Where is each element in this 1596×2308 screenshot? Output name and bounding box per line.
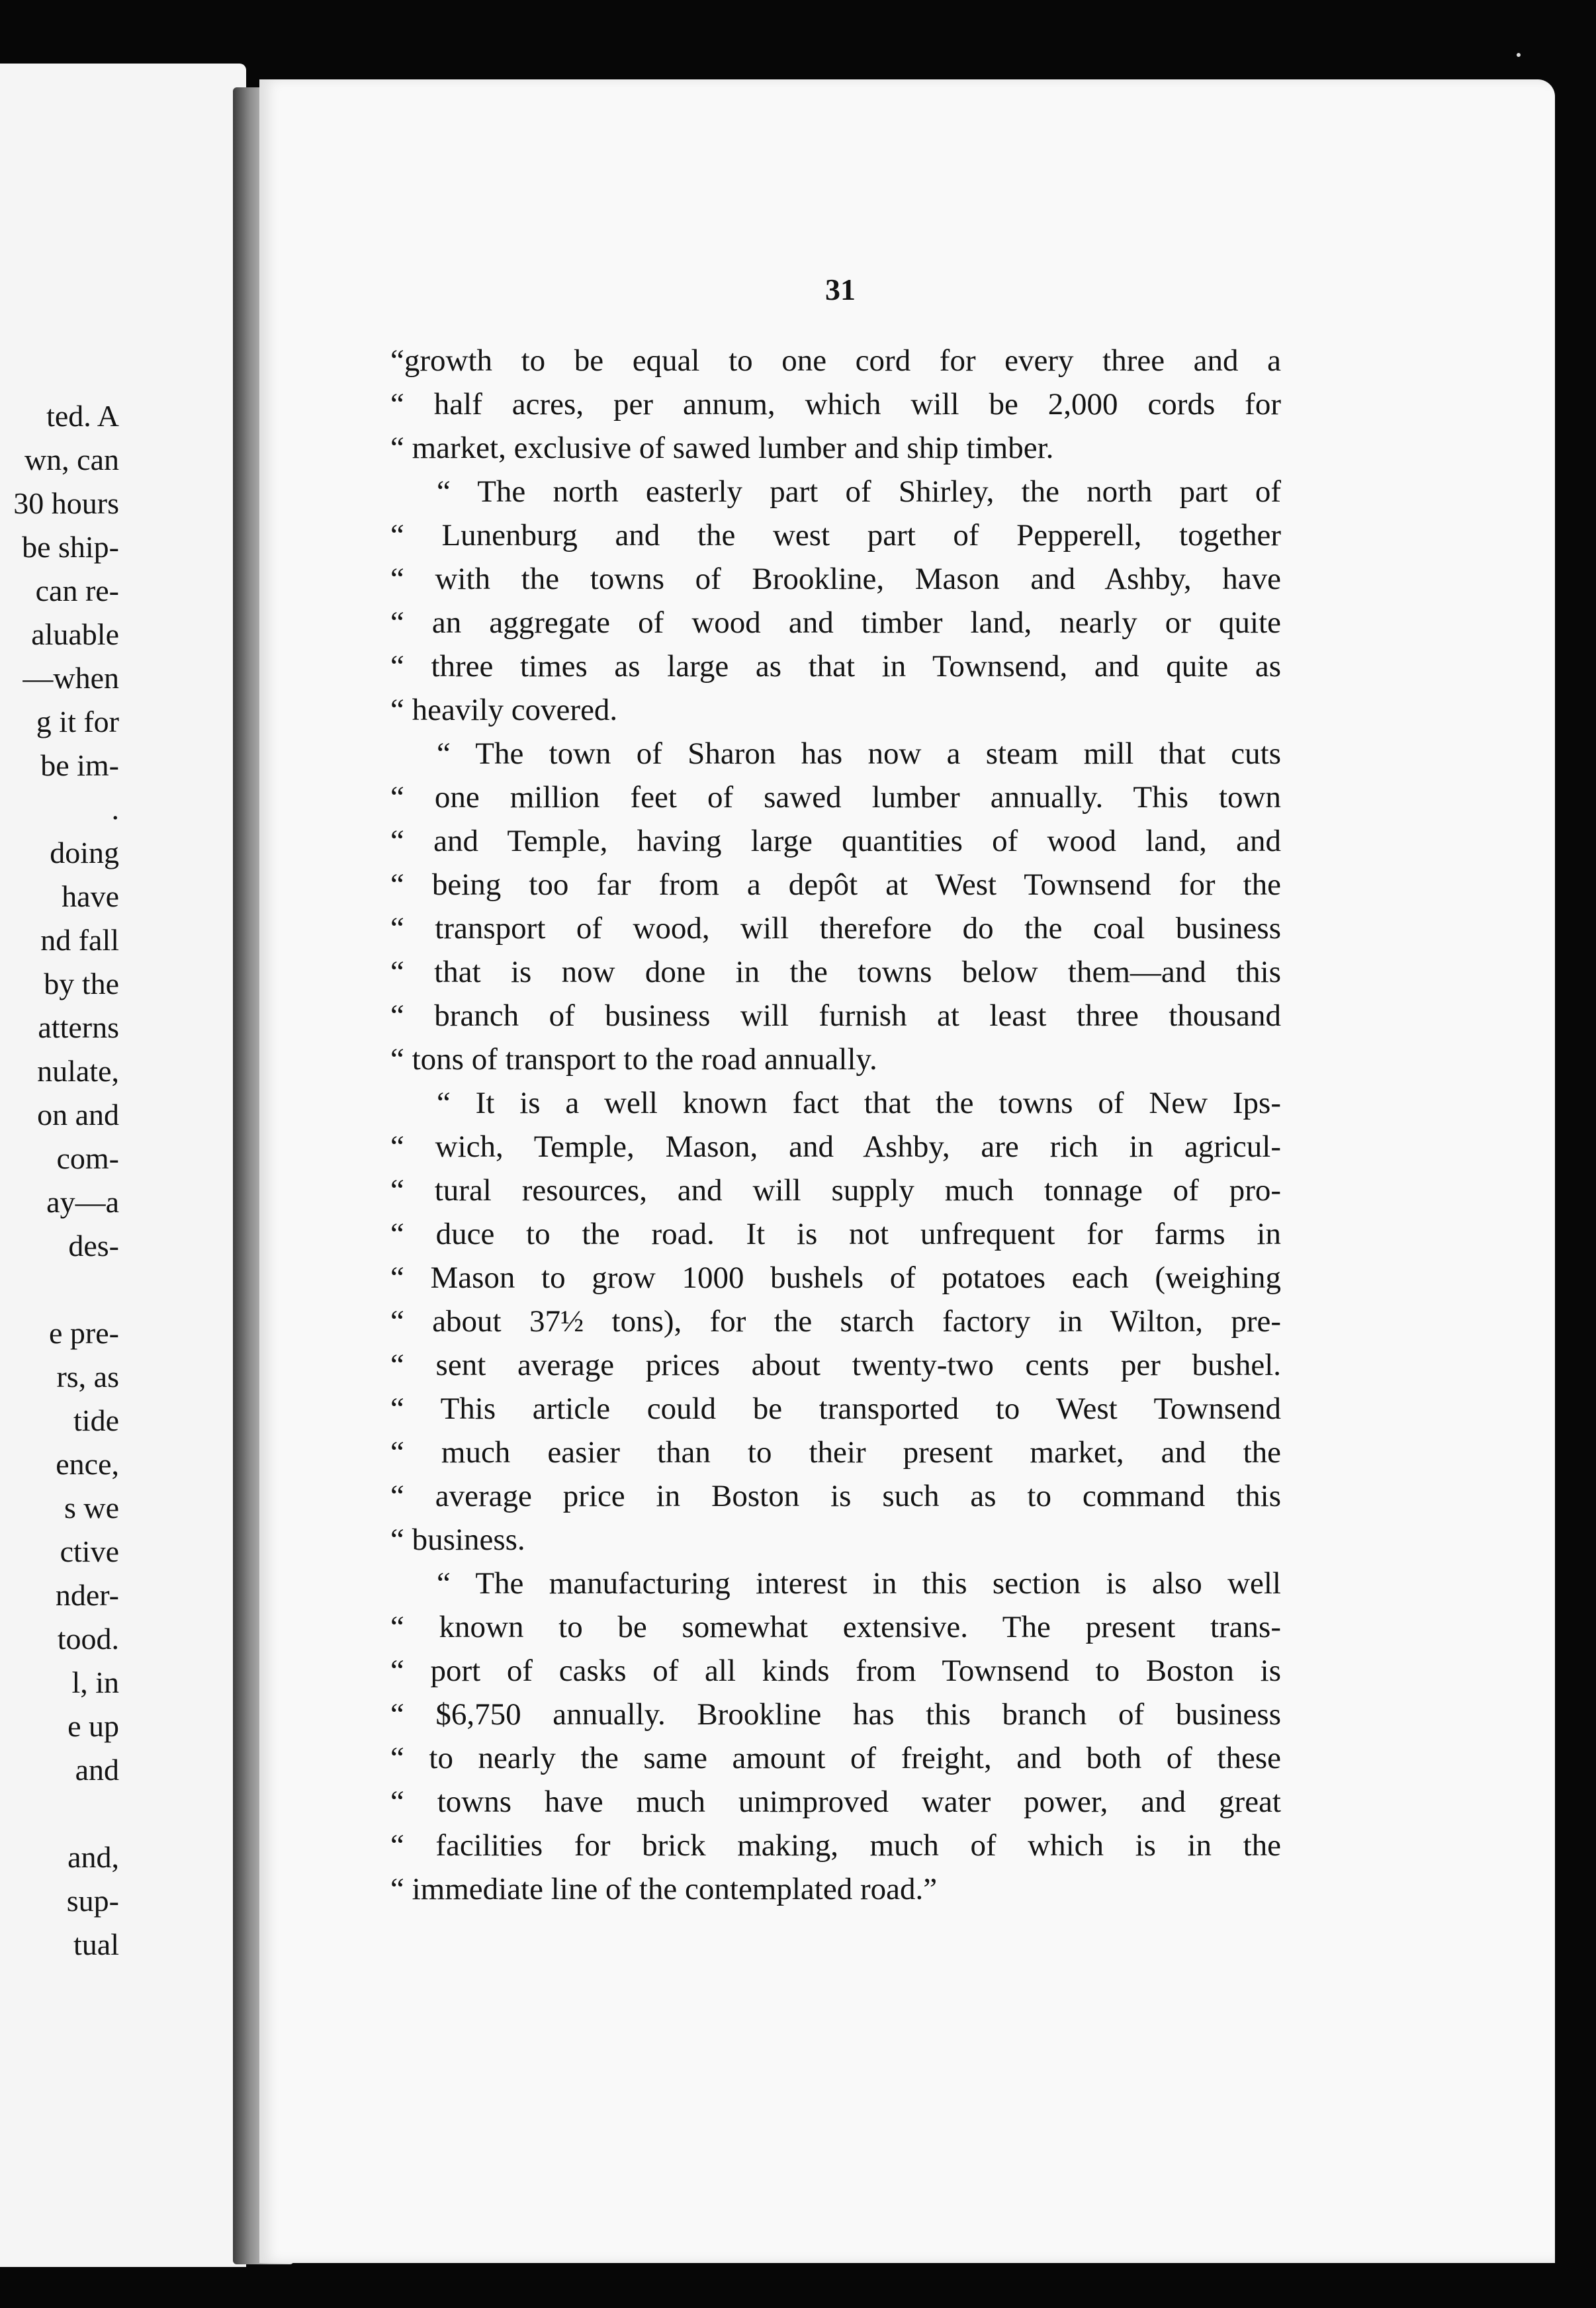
- text-line: “ being too far from a depôt at West Townsend for the: [390, 867, 1281, 902]
- text-line: “ duce to the road. It is not unfrequent for farms in: [390, 1217, 1281, 1251]
- text-line: “ market, exclusive of sawed lumber and ship timber.: [390, 431, 1054, 465]
- text-line: “ facilities for brick making, much of which is in the: [390, 1828, 1281, 1863]
- text-line: “ This article could be transported to West Townsend: [390, 1392, 1281, 1426]
- facing-page-line: wn, can: [24, 443, 119, 476]
- facing-page-line: sup-: [66, 1884, 119, 1918]
- text-line: “ with the towns of Brookline, Mason and Ashby, have: [390, 562, 1281, 596]
- facing-page-line: s we: [64, 1491, 119, 1525]
- facing-page-line: nd fall: [40, 923, 119, 957]
- text-line: “ The manufacturing interest in this section is also well: [437, 1566, 1281, 1601]
- text-line: “ Lunenburg and the west part of Pepperell, together: [390, 518, 1281, 553]
- facing-page-line: atterns: [38, 1010, 119, 1044]
- text-line: “ about 37½ tons), for the starch factory in Wilton, pre-: [390, 1304, 1281, 1339]
- facing-page-line: by the: [44, 967, 119, 1000]
- dust-speck: [1517, 53, 1521, 57]
- text-line: “ to nearly the same amount of freight, and both of these: [390, 1741, 1281, 1775]
- text-line: “ known to be somewhat extensive. The present trans-: [390, 1610, 1281, 1644]
- text-line: “ transport of wood, will therefore do the coal business: [390, 911, 1281, 946]
- facing-page-line: [0, 1792, 246, 1836]
- text-line: “ three times as large as that in Townsend, and quite as: [390, 649, 1281, 684]
- facing-page-text: [0, 394, 246, 1967]
- text-line: “ tural resources, and will supply much tonnage of pro-: [390, 1173, 1281, 1208]
- facing-page-line: nulate,: [37, 1054, 119, 1088]
- text-line: “ an aggregate of wood and timber land, nearly or quite: [390, 605, 1281, 640]
- facing-page-line: nder-: [55, 1578, 119, 1612]
- text-line: “ It is a well known fact that the towns of New Ips-: [437, 1086, 1281, 1120]
- facing-page-line: can re-: [35, 574, 119, 607]
- text-line: “ half acres, per annum, which will be 2,000 cords for: [390, 387, 1281, 422]
- facing-page-line: and,: [67, 1840, 119, 1874]
- facing-page-line: on and: [37, 1098, 119, 1132]
- facing-page-line: be im-: [40, 748, 119, 782]
- text-line: “ heavily covered.: [390, 693, 618, 727]
- text-line: “ and Temple, having large quantities of wood land, and: [390, 824, 1281, 858]
- facing-page-line: be ship-: [22, 530, 119, 564]
- text-line: “ business.: [390, 1523, 525, 1557]
- facing-page-line: des-: [68, 1229, 119, 1263]
- facing-page-line: doing: [50, 836, 119, 869]
- text-line: “ $6,750 annually. Brookline has this branch of business: [390, 1697, 1281, 1732]
- text-line: “ average price in Boston is such as to command this: [390, 1479, 1281, 1513]
- facing-page-line: ctive: [60, 1534, 119, 1568]
- page-number: 31: [825, 273, 856, 306]
- facing-page-line: ay—a: [46, 1185, 119, 1219]
- text-line: “ tons of transport to the road annually.: [390, 1042, 877, 1077]
- text-line: “growth to be equal to one cord for every three and a: [390, 343, 1281, 378]
- facing-page-line: [0, 1268, 246, 1311]
- facing-page-line: have: [62, 879, 119, 913]
- facing-page-line: g it for: [36, 705, 119, 738]
- text-line: “ port of casks of all kinds from Townsend to Boston is: [390, 1654, 1281, 1688]
- facing-page-line: com-: [56, 1141, 119, 1175]
- text-line: “ towns have much unimproved water power, and great: [390, 1785, 1281, 1819]
- facing-page-line: —when: [22, 661, 119, 695]
- text-line: “ one million feet of sawed lumber annually. This town: [390, 780, 1281, 815]
- text-line: “ that is now done in the towns below them—and this: [390, 955, 1281, 989]
- facing-page-line: rs, as: [56, 1360, 119, 1394]
- facing-page-line: tide: [73, 1403, 119, 1437]
- facing-page-line: and: [75, 1753, 119, 1787]
- facing-page-line: .: [111, 792, 119, 826]
- text-line: “ Mason to grow 1000 bushels of potatoes each (weighing: [390, 1261, 1281, 1295]
- facing-page-line: ence,: [56, 1447, 119, 1481]
- text-line: “ The north easterly part of Shirley, the north part of: [437, 474, 1281, 509]
- text-line: “ The town of Sharon has now a steam mill that cuts: [437, 736, 1281, 771]
- facing-page-line: e up: [67, 1709, 119, 1743]
- text-line: “ much easier than to their present market, and the: [390, 1435, 1281, 1470]
- text-line: “ wich, Temple, Mason, and Ashby, are rich in agricul-: [390, 1130, 1281, 1164]
- facing-page-line: ted. A: [46, 399, 119, 433]
- page-body-text: [390, 339, 1281, 1911]
- text-line: “ sent average prices about twenty-two cents per bushel.: [390, 1348, 1281, 1382]
- text-line: “ branch of business will furnish at least three thousand: [390, 999, 1281, 1033]
- facing-page-line: aluable: [31, 617, 119, 651]
- text-line: “ immediate line of the contemplated road.”: [390, 1872, 938, 1906]
- facing-page-left: [0, 64, 246, 2267]
- facing-page-line: tual: [73, 1928, 119, 1961]
- facing-page-line: 30 hours: [13, 486, 119, 520]
- facing-page-line: tood.: [57, 1622, 119, 1656]
- facing-page-line: e pre-: [49, 1316, 119, 1350]
- facing-page-line: l, in: [71, 1665, 119, 1699]
